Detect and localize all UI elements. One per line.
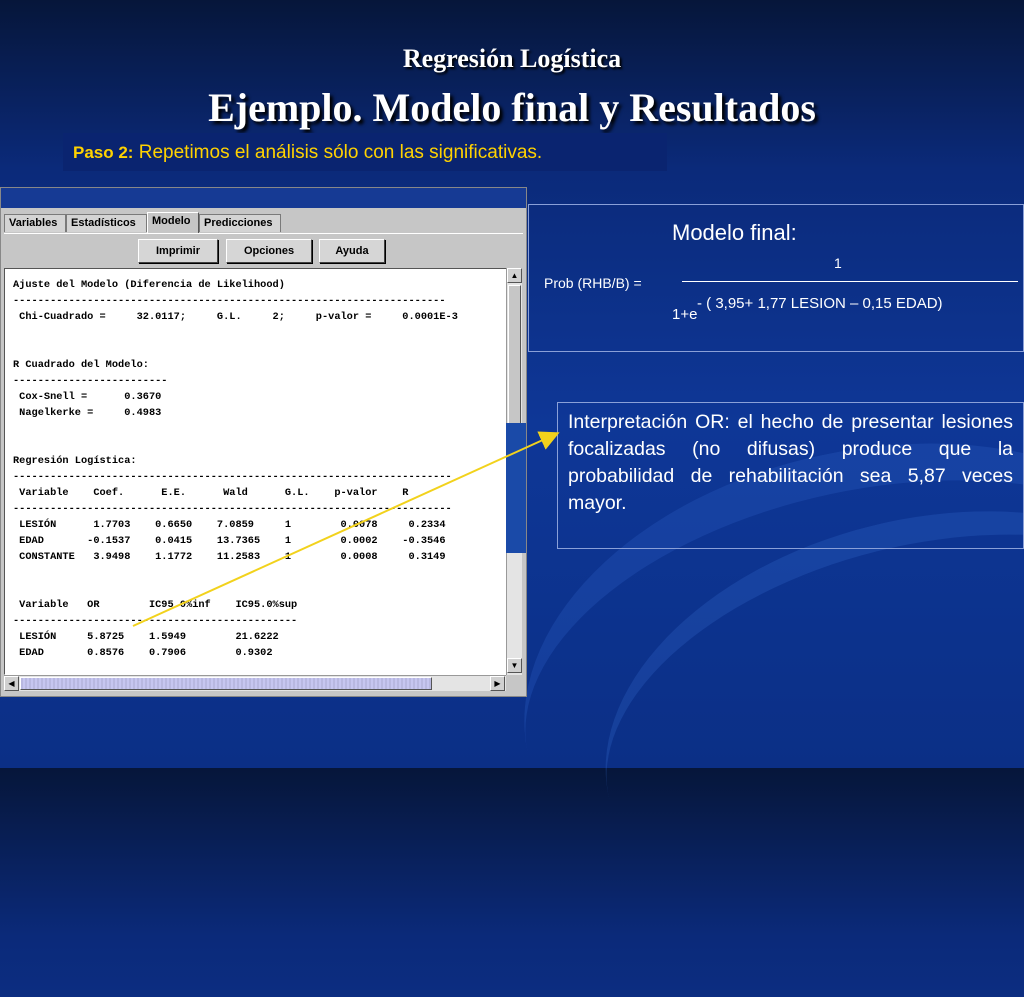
scroll-right-icon[interactable]: ▶ bbox=[490, 676, 505, 691]
formula-denominator: 1+e bbox=[672, 306, 698, 323]
formula-numerator: 1 bbox=[834, 255, 842, 271]
interpretation-box: Interpretación OR: el hecho de presentar lesiones focalizadas (no difusas) produce que la probabilidad de rehabilitación sea 5,87 veces mayor. bbox=[557, 402, 1024, 549]
arrow-line bbox=[133, 434, 556, 626]
formula-exponent: - ( 3,95+ 1,77 LESION – 0,15 EDAD) bbox=[697, 295, 943, 312]
options-button[interactable]: Opciones bbox=[226, 239, 312, 263]
print-button[interactable]: Imprimir bbox=[138, 239, 218, 263]
step-text: Repetimos el análisis sólo con las significativas. bbox=[133, 142, 543, 163]
slide-title: Regresión Logística bbox=[402, 44, 622, 73]
help-button[interactable]: Ayuda bbox=[319, 239, 385, 263]
step-label: Paso 2: bbox=[73, 143, 134, 162]
results-text: Ajuste del Modelo (Diferencia de Likelihood) ---------------------------------------------------------------------- Chi-Cuadrado = 32.0117; G.L. 2; p-valor = 0.0001E-3 R Cuadrado del Modelo: ------------------------- Cox-Snell = 0.3670 Nagelkerke = 0.4983 Regresión Logística: ----------------------------------------------------------------------- Variable Coef. E.E. Wald G.L. p-valor R ----------------------------------------------------------------------- LESIÓN 1.7703 0.6650 7.0859 1 0.0078 0.2334 EDAD -0.1537 0.0415 13.7365 1 0.0002 -0.3546 CONSTANTE 3.9498 1.1772 11.2583 1 0.0008 0.3149 Variable OR IC95.0%sup ---------------------------------------------- LESIÓN 5.8725 1.5949 21.6222 EDAD 0.8576 0.7906 0.9302 bbox=[13, 279, 458, 659]
scroll-up-icon[interactable]: ▲ bbox=[507, 268, 522, 283]
tab-predicciones[interactable]: Predicciones bbox=[199, 214, 281, 232]
scroll-left-icon[interactable]: ◀ bbox=[4, 676, 19, 691]
tab-variables[interactable]: Variables bbox=[4, 214, 66, 232]
tab-estadisticos[interactable]: Estadísticos bbox=[66, 214, 147, 232]
tab-modelo[interactable]: Modelo bbox=[147, 212, 199, 233]
scroll-down-icon[interactable]: ▼ bbox=[507, 658, 522, 673]
slide-subtitle: Ejemplo. Modelo final y Resultados bbox=[208, 85, 816, 130]
model-title: Modelo final: bbox=[672, 220, 797, 245]
formula-prob-label: Prob (RHB/B) = bbox=[544, 275, 642, 291]
